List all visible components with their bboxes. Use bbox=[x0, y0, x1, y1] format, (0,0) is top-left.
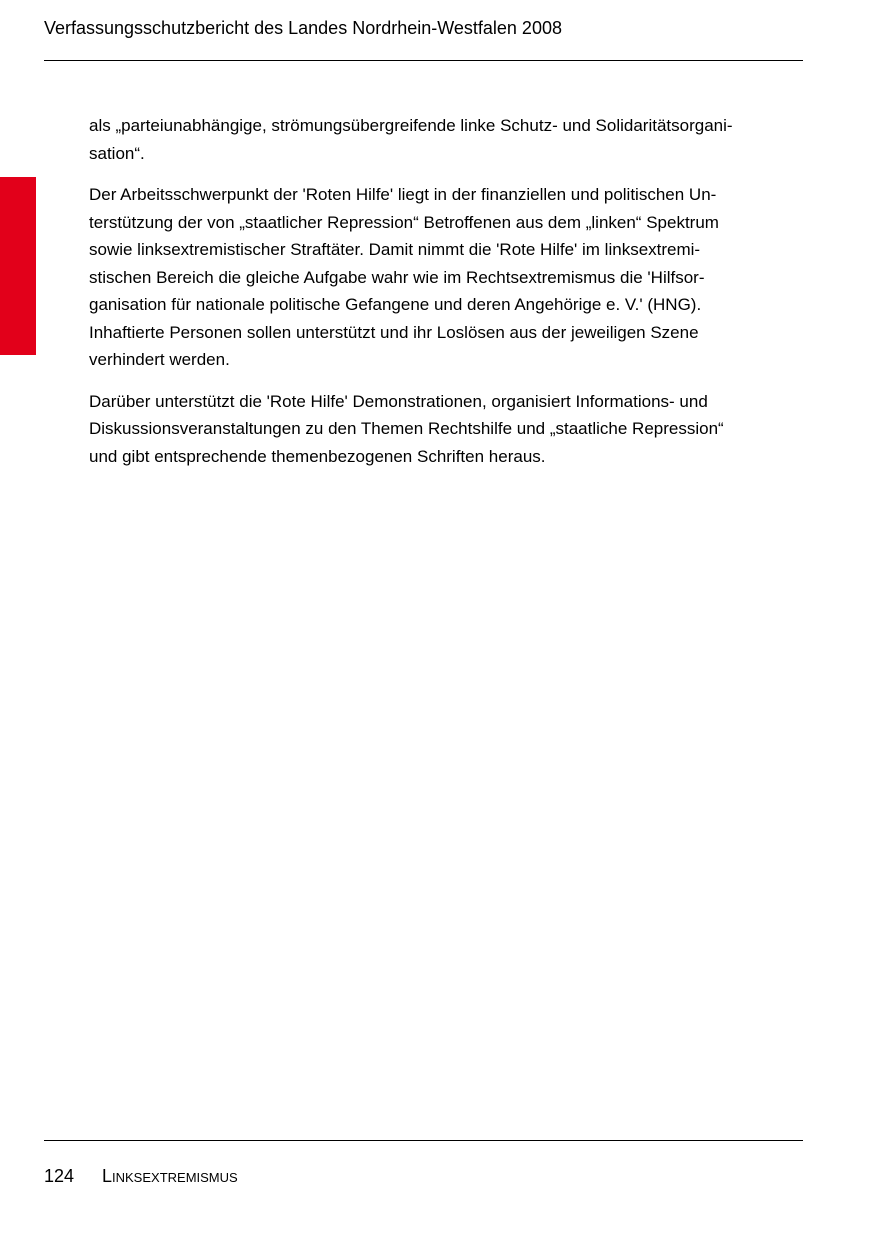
paragraph: Darüber unterstützt die 'Rote Hilfe' Demonstrationen, organisiert Informations- und Diskussionsveranstaltungen zu den Themen Rechtshilfe und „staatliche Repression“ und gibt entsprechende themenbezogenen Schriften heraus. bbox=[89, 391, 724, 466]
section-name: Linksextremismus bbox=[102, 1166, 238, 1186]
paragraph: Der Arbeitsschwerpunkt der 'Roten Hilfe' liegt in der finanziellen und politischen Un- terstützung der von „staatlicher Repression“ Betroffenen aus dem „linken“ Spektrum sowie linksextremistischer Straftäter. Damit nimmt die 'Rote Hilfe' im linksextremi- stischen Bereich die gleiche Aufgabe wahr wie im Rechtsextremismus die 'Hilfsor- ganisation für nationale politische Gefangene und deren Angehörige e. V.' (HNG). Inhaftierte Personen sollen unterstützt und ihr Loslösen aus der jeweiligen Szene verhindert werden. bbox=[89, 185, 719, 369]
footer-divider bbox=[44, 1140, 803, 1141]
header-divider bbox=[44, 60, 803, 61]
document-body bbox=[89, 112, 789, 484]
paragraph: als „parteiunabhängige, strömungsübergreifende linke Schutz- und Solidaritätsorgani- sation“. bbox=[89, 116, 733, 163]
chapter-marker-tab bbox=[0, 177, 36, 355]
page-number: 124 bbox=[44, 1166, 75, 1186]
page-header-title: Verfassungsschutzbericht des Landes Nordrhein-Westfalen 2008 bbox=[44, 18, 562, 38]
